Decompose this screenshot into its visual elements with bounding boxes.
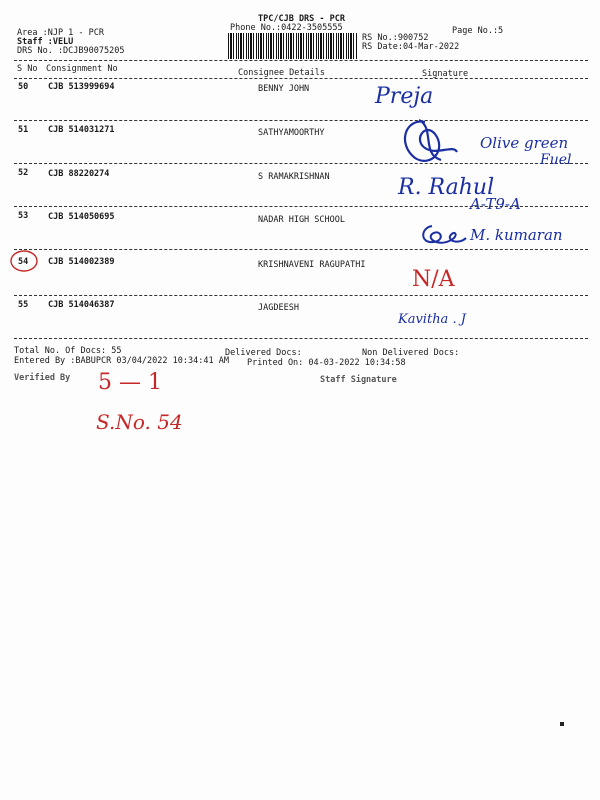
column-signature: Signature — [422, 69, 469, 79]
red-note-handwriting: 5 — 1 — [98, 370, 162, 395]
row-sno: 55 — [18, 300, 29, 310]
row-sno: 53 — [18, 211, 29, 221]
verified-by: Verified By — [14, 373, 71, 383]
page-number: Page No.:5 — [452, 26, 504, 36]
staff-label: Staff :VELU — [17, 37, 74, 47]
non-delivered-docs: Non Delivered Docs: — [362, 348, 460, 358]
row-sno: 52 — [18, 168, 29, 178]
signature-handwriting: Olive green — [480, 134, 569, 152]
signature-scribble-mark — [418, 220, 468, 250]
column-sno: S No — [17, 64, 38, 74]
highlight-circle-mark — [8, 248, 40, 274]
divider — [14, 163, 588, 164]
barcode-image — [228, 33, 358, 59]
signature-handwriting: Kavitha . J — [398, 312, 466, 327]
signature-handwriting: R. Rahul — [398, 175, 495, 200]
scan-dot-mark — [560, 722, 564, 726]
row-consignment: CJB 513999694 — [48, 82, 115, 92]
row-consignment: CJB 514050695 — [48, 212, 115, 222]
entered-by: Entered By :BABUPCR 03/04/2022 10:34:41 AM — [14, 356, 229, 366]
rs-date: RS Date:04-Mar-2022 — [362, 42, 460, 52]
signature-handwriting: A-T9-A — [470, 195, 521, 213]
signature-scribble-mark — [395, 114, 465, 166]
row-consignment: CJB 514002389 — [48, 257, 115, 267]
printed-on: Printed On: 04-03-2022 10:34:58 — [247, 358, 406, 368]
row-consignee: SATHYAMOORTHY — [258, 128, 325, 138]
row-consignee: NADAR HIGH SCHOOL — [258, 215, 345, 225]
divider — [14, 120, 588, 121]
total-docs: Total No. Of Docs: 55 — [14, 346, 122, 356]
divider — [14, 249, 588, 250]
red-note-handwriting: S.No. 54 — [96, 410, 183, 434]
row-consignee: JAGDEESH — [258, 303, 299, 313]
column-consignment: Consignment No — [46, 64, 118, 74]
row-consignment: CJB 88220274 — [48, 169, 110, 179]
divider — [14, 295, 588, 296]
drs-number: DRS No. :DCJB90075205 — [17, 46, 125, 56]
column-consignee: Consignee Details — [238, 68, 325, 78]
row-sno: 54 — [18, 257, 29, 267]
divider — [14, 78, 588, 79]
staff-signature: Staff Signature — [320, 375, 397, 385]
row-consignee: BENNY JOHN — [258, 84, 310, 94]
area-label: Area :NJP 1 - PCR — [17, 28, 104, 38]
row-consignment: CJB 514046387 — [48, 300, 115, 310]
signature-handwriting: Fuel — [540, 152, 572, 168]
document-title: TPC/CJB DRS - PCR — [258, 14, 345, 24]
divider — [14, 338, 588, 339]
signature-handwriting: M. kumaran — [470, 226, 563, 244]
rs-number: RS No.:900752 — [362, 33, 429, 43]
row-consignee: S RAMAKRISHNAN — [258, 172, 330, 182]
row-sno: 51 — [18, 125, 29, 135]
phone-number: Phone No.:0422-3505555 — [230, 23, 343, 33]
divider — [14, 60, 588, 61]
signature-handwriting: Preja — [375, 84, 434, 109]
delivered-docs: Delivered Docs: — [225, 348, 302, 358]
row-consignment: CJB 514031271 — [48, 125, 115, 135]
row-consignee: KRISHNAVENI RAGUPATHI — [258, 260, 366, 270]
not-applicable-handwriting: N/A — [412, 267, 455, 292]
row-sno: 50 — [18, 82, 29, 92]
